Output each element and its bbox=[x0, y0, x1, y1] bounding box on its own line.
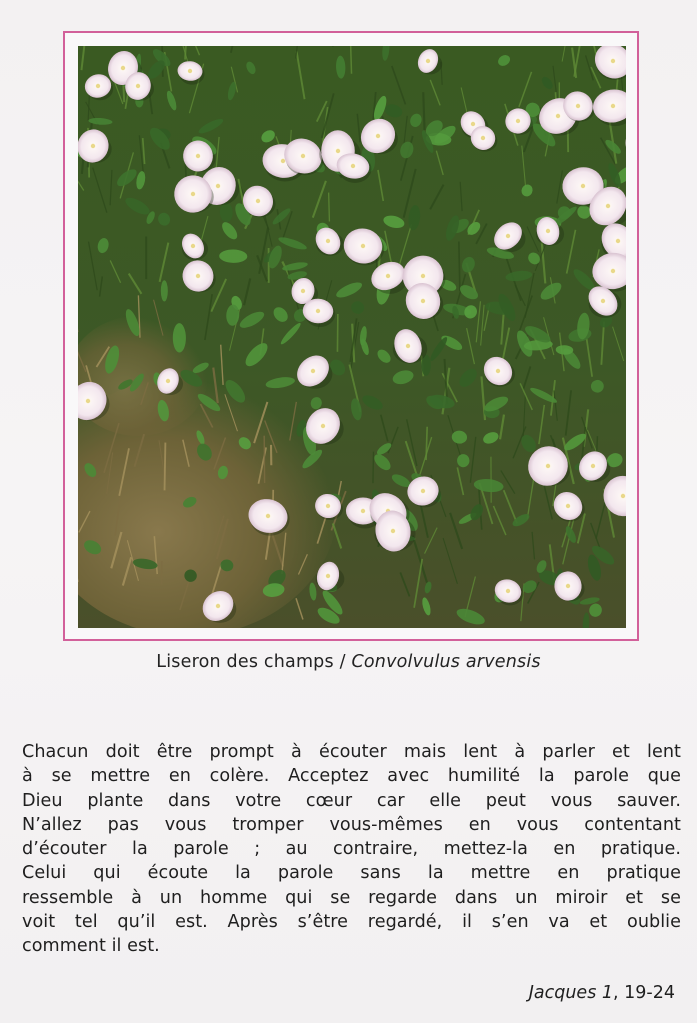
bindweed-photo-illustration bbox=[78, 46, 626, 628]
photo-frame bbox=[63, 31, 639, 641]
passage-line: Celui qui écoute la parole sans la mettre en pratique bbox=[22, 863, 681, 884]
passage-line: comment il est. bbox=[22, 936, 160, 957]
grass-blade bbox=[165, 443, 166, 491]
passage-line: N’allez pas vous tromper vous-mêmes en vous contentant bbox=[22, 814, 681, 835]
passage-line: Dieu plante dans votre cœur car elle peut vous sauver. bbox=[22, 790, 681, 811]
passage-line: Chacun doit être prompt à écouter mais lent à parler et lent bbox=[22, 742, 681, 762]
scripture-reference bbox=[529, 983, 675, 1003]
bindweed-photo bbox=[78, 46, 626, 628]
passage-line: d’écouter la parole ; au contraire, mettez-la en pratique. bbox=[22, 839, 681, 860]
passage-line: voit tel qu’il est. Après s’être regardé, il s’en va et oublie bbox=[22, 912, 681, 933]
grass-blade bbox=[351, 46, 352, 74]
grass-blade bbox=[423, 92, 424, 130]
caption-latin-name: Convolvulus arvensis bbox=[351, 652, 541, 672]
passage-line: à se mettre en colère. Acceptez avec humilité la parole que bbox=[22, 766, 681, 787]
grass-blade bbox=[329, 193, 330, 222]
photo-caption bbox=[0, 652, 697, 672]
reference-verses: , 19-24 bbox=[613, 983, 675, 1003]
scripture-passage bbox=[22, 740, 681, 959]
grass-blade bbox=[373, 452, 374, 484]
caption-separator: / bbox=[333, 652, 352, 672]
reference-book: Jacques 1 bbox=[528, 983, 614, 1003]
caption-common-name: Liseron des champs bbox=[156, 652, 334, 672]
leaf bbox=[161, 280, 168, 301]
grass-blade bbox=[459, 242, 460, 292]
passage-line: ressemble à un homme qui se regarde dans un miroir et se bbox=[22, 887, 681, 908]
